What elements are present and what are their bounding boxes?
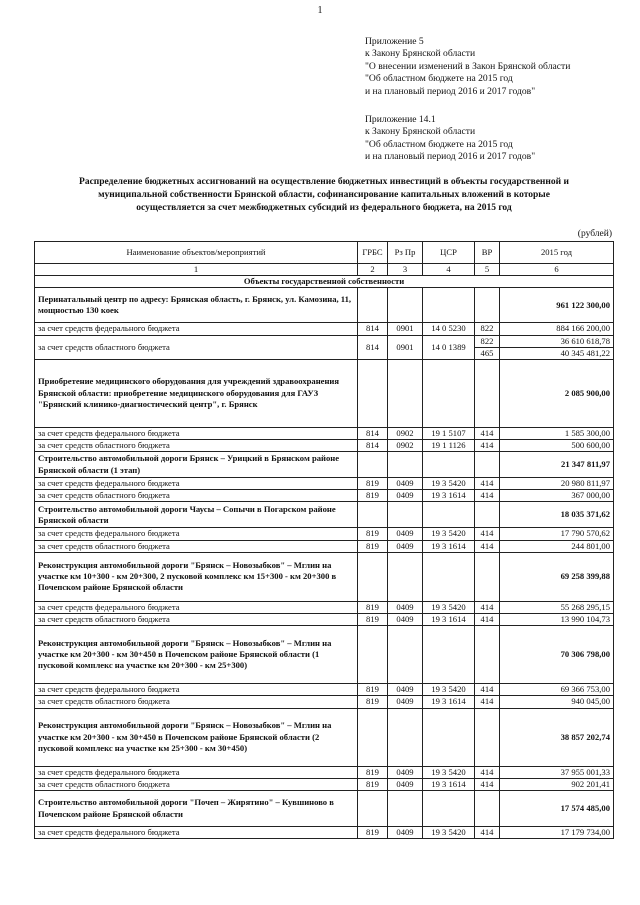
csr-value: 19 1 5107 [423, 427, 475, 439]
funding-source: за счет средств федерального бюджета [35, 827, 358, 839]
vr-value: 414 [475, 684, 500, 696]
federal-row [35, 684, 614, 696]
amount-value: 55 268 295,15 [500, 601, 614, 613]
amount-value: 20 980 811,97 [500, 478, 614, 490]
object-row [35, 502, 614, 528]
funding-source: за счет средств областного бюджета [35, 696, 358, 708]
funding-source: за счет средств федерального бюджета [35, 528, 358, 540]
grbs-value: 819 [358, 766, 388, 778]
rzpr-value: 0409 [388, 478, 423, 490]
vr-value: 414 [475, 427, 500, 439]
grbs-value: 819 [358, 601, 388, 613]
object-row [35, 552, 614, 601]
object-name: Реконструкция автомобильной дороги "Брянск – Новозыбков" – Мглин на участке км 20+300 - км 30+450 в Почепском районе Брянской области (2 пусковой комплекс на участке км 25+300 - км 30+450) [35, 708, 358, 766]
csr-value: 19 3 5420 [423, 478, 475, 490]
title-line: муниципальной собственности Брянской области, софинансирование капитальных вложений в которые [98, 190, 550, 200]
appendix-14-1-header [365, 114, 635, 164]
csr-value: 14 0 5230 [423, 323, 475, 335]
amount-value: 884 166 200,00 [500, 323, 614, 335]
funding-source: за счет средств федерального бюджета [35, 427, 358, 439]
col-number: 5 [475, 264, 500, 276]
title-line: осуществляется за счет межбюджетных субсидий из федерального бюджета, на 2015 год [136, 203, 512, 213]
grbs-value: 814 [358, 323, 388, 335]
funding-source: за счет средств федерального бюджета [35, 766, 358, 778]
section-row [35, 276, 614, 288]
object-row [35, 288, 614, 323]
object-total: 38 857 202,74 [500, 708, 614, 766]
grbs-value: 819 [358, 490, 388, 502]
amount-value: 69 366 753,00 [500, 684, 614, 696]
vr-value: 465 [475, 347, 499, 359]
funding-source: за счет средств областного бюджета [35, 778, 358, 790]
appendix-line: к Закону Брянской области [365, 48, 476, 60]
rzpr-value: 0409 [388, 601, 423, 613]
csr-value: 19 3 5420 [423, 684, 475, 696]
appendix-line: "Об областном бюджете на 2015 год [365, 73, 513, 85]
amount-value: 500 600,00 [500, 439, 614, 451]
appendix-line: "Об областном бюджете на 2015 год [365, 138, 513, 150]
rzpr-value: 0409 [388, 490, 423, 502]
col-header-csr: ЦСР [423, 242, 475, 264]
csr-value: 19 3 1614 [423, 490, 475, 502]
grbs-value: 814 [358, 427, 388, 439]
funding-source: за счет средств федерального бюджета [35, 323, 358, 335]
column-number-row [35, 264, 614, 276]
federal-row [35, 601, 614, 613]
col-number: 3 [388, 264, 423, 276]
object-row [35, 626, 614, 684]
funding-source: за счет средств федерального бюджета [35, 601, 358, 613]
vr-value: 414 [475, 490, 500, 502]
object-total: 70 306 798,00 [500, 626, 614, 684]
vr-value: 414 [475, 614, 500, 626]
vr-value: 414 [475, 696, 500, 708]
rzpr-value: 0902 [388, 439, 423, 451]
object-name: Перинатальный центр по адресу: Брянская область, г. Брянск, ул. Камозина, 11, мощностью 130 коек [35, 288, 358, 323]
object-total: 18 035 371,62 [500, 502, 614, 528]
amount-value: 13 990 104,73 [500, 614, 614, 626]
csr-value: 19 3 1614 [423, 614, 475, 626]
vr-value: 414 [475, 540, 500, 552]
rzpr-value: 0409 [388, 684, 423, 696]
grbs-value: 819 [358, 696, 388, 708]
regional-row [35, 696, 614, 708]
csr-value: 19 3 5420 [423, 827, 475, 839]
csr-value: 14 0 1389 [423, 335, 475, 359]
rzpr-value: 0409 [388, 766, 423, 778]
col-number: 6 [500, 264, 614, 276]
grbs-value: 819 [358, 684, 388, 696]
amount-value: 940 045,00 [500, 696, 614, 708]
vr-value: 822 [475, 323, 500, 335]
rzpr-value: 0409 [388, 540, 423, 552]
csr-value: 19 3 1614 [423, 540, 475, 552]
title-line: Распределение бюджетных ассигнований на осуществление бюджетных инвестиций в объекты государственной и [79, 177, 569, 187]
amount-value: 244 801,00 [500, 540, 614, 552]
document-title [40, 176, 608, 215]
federal-row [35, 766, 614, 778]
grbs-value: 819 [358, 478, 388, 490]
rzpr-value: 0409 [388, 614, 423, 626]
col-header-name: Наименование объектов/мероприятий [35, 242, 358, 264]
table-header-row [35, 242, 614, 264]
appendix-line: и на плановый период 2016 и 2017 годов" [365, 85, 536, 97]
funding-source: за счет средств областного бюджета [35, 490, 358, 502]
amount-value: 36 610 618,78 [560, 335, 610, 346]
grbs-value: 814 [358, 439, 388, 451]
object-row [35, 791, 614, 827]
regional-row [35, 439, 614, 451]
col-number: 2 [358, 264, 388, 276]
rzpr-value: 0902 [388, 427, 423, 439]
section-title: Объекты государственной собственности [35, 276, 614, 288]
vr-split-cell [475, 335, 500, 359]
grbs-value: 819 [358, 614, 388, 626]
amount-split-cell [500, 335, 614, 359]
csr-value: 19 3 5420 [423, 766, 475, 778]
col-number: 4 [423, 264, 475, 276]
object-name: Строительство автомобильной дороги Чаусы – Сопычи в Погарском районе Брянской области [35, 502, 358, 528]
object-row [35, 359, 614, 427]
object-total: 2 085 900,00 [500, 359, 614, 427]
vr-value: 414 [475, 766, 500, 778]
vr-value: 414 [475, 528, 500, 540]
budget-table [34, 241, 614, 839]
grbs-value: 819 [358, 778, 388, 790]
vr-value: 414 [475, 478, 500, 490]
rzpr-value: 0409 [388, 827, 423, 839]
col-header-vr: ВР [475, 242, 500, 264]
federal-row [35, 478, 614, 490]
vr-value: 822 [480, 335, 494, 346]
appendix-5-header [365, 36, 635, 98]
appendix-line: к Закону Брянской области [365, 126, 476, 138]
appendix-line: и на плановый период 2016 и 2017 годов" [365, 151, 536, 163]
regional-row [35, 490, 614, 502]
appendix-line: Приложение 5 [365, 36, 424, 47]
object-name: Реконструкция автомобильной дороги "Брянск – Новозыбков" – Мглин на участке км 20+300 - км 30+450 в Почепском районе Брянской области (1 пусковой комплекс на участке км 20+300 - км 25+300) [35, 626, 358, 684]
rzpr-value: 0409 [388, 528, 423, 540]
federal-row [35, 528, 614, 540]
grbs-value: 819 [358, 528, 388, 540]
federal-row [35, 427, 614, 439]
regional-row [35, 614, 614, 626]
object-total: 69 258 399,88 [500, 552, 614, 601]
object-total: 17 574 485,00 [500, 791, 614, 827]
col-header-grbs: ГРБС [358, 242, 388, 264]
amount-value: 17 179 734,00 [500, 827, 614, 839]
amount-value: 17 790 570,62 [500, 528, 614, 540]
regional-row [35, 778, 614, 790]
rzpr-value: 0409 [388, 696, 423, 708]
rzpr-value: 0901 [388, 323, 423, 335]
object-total: 21 347 811,97 [500, 452, 614, 478]
appendix-line: "О внесении изменений в Закон Брянской области [365, 60, 571, 72]
csr-value: 19 3 1614 [423, 778, 475, 790]
federal-row [35, 827, 614, 839]
regional-row [35, 540, 614, 552]
object-name: Приобретение медицинского оборудования для учреждений здравоохранения Брянской области: приобретение медицинского оборудования для ГАУЗ "Брянский клинико-диагностический центр", г. Брянск [35, 359, 358, 427]
amount-value: 37 955 001,33 [500, 766, 614, 778]
grbs-value: 819 [358, 827, 388, 839]
csr-value: 19 3 5420 [423, 601, 475, 613]
col-header-year: 2015 год [500, 242, 614, 264]
regional-row [35, 335, 614, 359]
col-header-rzpr: Рз Пр [388, 242, 423, 264]
object-name: Строительство автомобильной дороги Брянск – Урицкий в Брянском районе Брянской области (1 этап) [35, 452, 358, 478]
object-row [35, 708, 614, 766]
amount-value: 1 585 300,00 [500, 427, 614, 439]
rzpr-value: 0409 [388, 778, 423, 790]
object-name: Реконструкция автомобильной дороги "Брянск – Новозыбков" – Мглин на участке км 10+300 - км 20+300, 2 пусковой комплекс км 15+300 - км 20+300 в Почепском районе Брянской области [35, 552, 358, 601]
funding-source: за счет средств федерального бюджета [35, 478, 358, 490]
csr-value: 19 3 1614 [423, 696, 475, 708]
funding-source: за счет средств федерального бюджета [35, 684, 358, 696]
grbs-value: 814 [358, 335, 388, 359]
amount-value: 367 000,00 [500, 490, 614, 502]
funding-source: за счет средств областного бюджета [35, 540, 358, 552]
funding-source: за счет средств областного бюджета [35, 614, 358, 626]
object-row [35, 452, 614, 478]
funding-source: за счет средств областного бюджета [35, 335, 358, 359]
appendix-line: Приложение 14.1 [365, 114, 436, 125]
unit-label: (рублей) [577, 229, 612, 239]
vr-value: 414 [475, 827, 500, 839]
grbs-value: 819 [358, 540, 388, 552]
amount-value: 902 201,41 [500, 778, 614, 790]
object-total: 961 122 300,00 [500, 288, 614, 323]
csr-value: 19 3 5420 [423, 528, 475, 540]
page-number: 1 [317, 5, 323, 16]
amount-value: 40 345 481,22 [500, 347, 613, 359]
object-name: Строительство автомобильной дороги "Почеп – Жирятино" – Кувшиново в Почепском районе Брянской области [35, 791, 358, 827]
vr-value: 414 [475, 778, 500, 790]
funding-source: за счет средств областного бюджета [35, 439, 358, 451]
vr-value: 414 [475, 439, 500, 451]
col-number: 1 [35, 264, 358, 276]
federal-row [35, 323, 614, 335]
rzpr-value: 0901 [388, 335, 423, 359]
vr-value: 414 [475, 601, 500, 613]
csr-value: 19 1 1126 [423, 439, 475, 451]
